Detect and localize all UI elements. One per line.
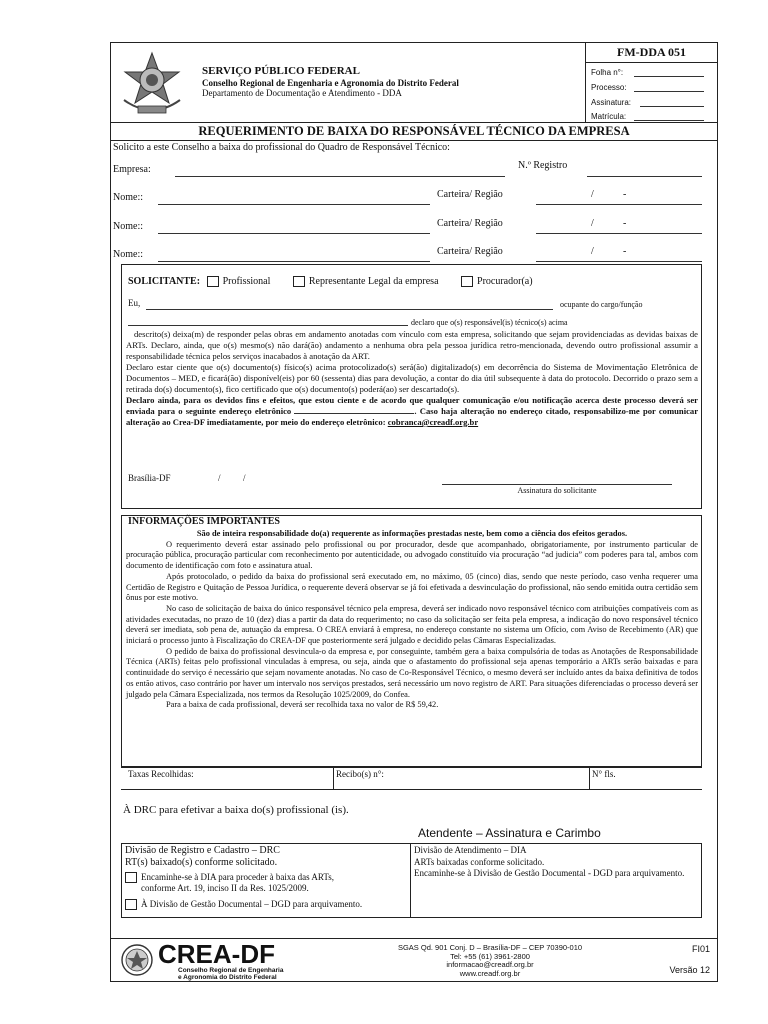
intro-text: Solicito a este Conselho a baixa do profissional do Quadro de Responsável Técnico: xyxy=(113,142,450,153)
declaration-paragraph-3: Declaro ainda, para os devidos fins e efeitos, que estou ciente e de acordo que qualquer comunicação e/ou notificação acerca deste processo deverá ser enviada para o seguinte endereço eletrônico . Caso haja alteração no endereço citado, responsabilizo-me por comunicar alteração ao Crea-DF imediatamente, por meio do endereço eletrônico: cobranca@creadf.org.br xyxy=(126,395,699,427)
carteira-sep-slash: / xyxy=(591,189,594,200)
representante-checkbox[interactable] xyxy=(293,276,305,287)
notification-text: Declaro ainda, para os devidos fins e efeitos, que estou ciente e de acordo que qualquer comunicação e/ou notificação acerca deste processo deverá ser enviada para o seguinte endereço eletrônico xyxy=(126,395,698,416)
footer-address xyxy=(380,944,600,978)
title-top-rule xyxy=(110,122,718,123)
carteira-field[interactable] xyxy=(536,204,702,205)
signature-caption: Assinatura do solicitante xyxy=(517,486,597,495)
title-bottom-rule xyxy=(110,140,718,141)
carteira-label: Carteira/ Região xyxy=(437,218,503,229)
folha-label: Folha n°: xyxy=(591,68,624,77)
nome-label: Nome:: xyxy=(113,192,143,203)
crea-logo-subtitle xyxy=(178,967,283,981)
info-subtitle: São de inteira responsabilidade do(a) requerente as informações prestadas neste, bem como a ciência dos efeitos gerados. xyxy=(196,529,628,538)
carteira-sep-slash: / xyxy=(591,218,594,229)
carteira-sep-dash: - xyxy=(623,218,627,229)
processo-label: Processo: xyxy=(591,83,627,92)
fees-divider-2 xyxy=(589,767,590,789)
info-paragraph-5: Para a baixa de cada profissional, deverá ser recolhida taxa no valor de R$ 59,42. xyxy=(166,700,439,710)
date-separators: / / xyxy=(218,473,246,483)
drc-option-dgd xyxy=(125,899,362,910)
recibo-label: Recibo(s) n°: xyxy=(336,769,384,779)
notification-email[interactable]: cobranca@creadf.org.br xyxy=(387,417,479,427)
department-name: Departamento de Documentação e Atendimento - DDA xyxy=(202,88,402,98)
nome-field[interactable] xyxy=(158,261,430,262)
matricula-label: Matrícula: xyxy=(591,112,627,121)
folha-line xyxy=(634,76,704,77)
website-line[interactable]: www.creadf.org.br xyxy=(459,968,521,978)
processo-line xyxy=(634,91,704,92)
signature-line[interactable] xyxy=(442,484,672,485)
dia-box-title: Divisão de Atendimento – DIA xyxy=(414,845,527,855)
registro-label: N.º Registro xyxy=(518,160,568,171)
carteira-sep-dash: - xyxy=(623,246,627,257)
fees-bottom-rule xyxy=(121,789,702,790)
drc-box xyxy=(125,845,280,869)
dia-option-text: Encaminhe-se à DIA para proceder à baixa das ARTs, xyxy=(141,872,335,882)
dia-box-subtitle: ARTs baixadas conforme solicitado. xyxy=(414,856,545,867)
option-profissional: Profissional xyxy=(222,276,271,287)
dia-option-reference: conforme Art. 19, inciso II da Res. 1025/2009. xyxy=(141,883,309,894)
fees-top-rule xyxy=(121,767,702,768)
declaro-text: declaro que o(s) responsável(is) técnico(s) acima xyxy=(411,318,568,327)
dia-box-text: Encaminhe-se à Divisão de Gestão Documental - DGD para arquivamento. xyxy=(414,868,685,878)
dia-box xyxy=(414,845,698,880)
info-paragraph-2: Após protocolado, o pedido da baixa do profissional será executado em, no máximo, 05 (cinco) dias, sendo que neste período, caso venha requerer uma Certidão de Registro e Quitação de Pessoa Jurídica, o requerente deverá observar se já foi efetivada a desvinculação do profissional, não sendo emitida outra certidão sem ônus por este motivo. xyxy=(126,571,698,603)
logo-subtitle-line-1: Conselho Regional de Engenharia xyxy=(178,967,284,974)
carteira-sep-dash: - xyxy=(623,189,627,200)
org-name: SERVIÇO PÚBLICO FEDERAL xyxy=(202,65,360,77)
council-name: Conselho Regional de Engenharia e Agronomia do Distrito Federal xyxy=(202,78,459,88)
dia-checkbox[interactable] xyxy=(125,872,137,883)
taxas-label: Taxas Recolhidas: xyxy=(128,769,194,779)
info-title: INFORMAÇÕES IMPORTANTES xyxy=(128,516,280,527)
solicitante-label: SOLICITANTE: xyxy=(128,276,201,287)
assinatura-label: Assinatura: xyxy=(591,98,632,107)
address-line: SGAS Qd. 901 Conj. D – Brasília-DF – CEP 70390-010 xyxy=(397,943,583,952)
nome-field[interactable] xyxy=(158,233,430,234)
local-label: Brasília-DF xyxy=(128,473,171,483)
carteira-field[interactable] xyxy=(536,233,702,234)
form-title: REQUERIMENTO DE BAIXA DO RESPONSÁVEL TÉCNICO DA EMPRESA xyxy=(198,124,630,138)
routing-divider xyxy=(410,843,411,918)
option-representante: Representante Legal da empresa xyxy=(308,276,439,287)
form-frame xyxy=(110,42,718,982)
solicitante-row xyxy=(128,276,688,287)
code-separator xyxy=(585,62,718,63)
carteira-label: Carteira/ Região xyxy=(437,189,503,200)
nome-label: Nome:: xyxy=(113,249,143,260)
email-line[interactable]: informacao@creadf.org.br xyxy=(446,960,534,969)
matricula-line xyxy=(634,120,704,121)
phone-line: Tel: +55 (61) 3961-2800 xyxy=(450,951,530,961)
crea-seal-icon xyxy=(118,943,156,977)
eu-name-field[interactable] xyxy=(146,309,553,310)
footer-version: Versão 12 xyxy=(669,965,710,975)
carteira-sep-slash: / xyxy=(591,246,594,257)
nfls-label: N° fls. xyxy=(592,769,616,779)
dgd-option-text: À Divisão de Gestão Documental – DGD para arquivamento. xyxy=(141,899,363,909)
nome-label: Nome:: xyxy=(113,221,143,232)
logo-subtitle-line-2: e Agronomia do Distrito Federal xyxy=(178,974,277,981)
form-code: FM-DDA 051 xyxy=(617,45,686,59)
assinatura-line xyxy=(640,106,704,107)
nome-field[interactable] xyxy=(158,204,430,205)
declaration-paragraph-2: Declaro estar ciente que o(s) documento(s) físico(s) acima protocolizado(s) será(ão) digitalizado(s) em decorrência do Sistema de Movimentação Eletrônica de Documentos – MED, e ficará(ão) disponível(eis) por 60 (sessenta) dias para devolução, a contar do dia útil subsequente à data do protocolo. Decorrido o prazo sem a retirada do(s) documento(s), fico certificado que o(s) documento(s) poderá(ao) ser descartado(s). xyxy=(126,362,698,394)
registro-field[interactable] xyxy=(587,176,702,177)
declaration-block xyxy=(126,329,698,428)
coat-of-arms-emblem xyxy=(116,50,188,120)
fees-divider-1 xyxy=(333,767,334,789)
info-paragraph-3: No caso de solicitação de baixa do único responsável técnico pela empresa, deverá ser indicado novo responsável técnico com atribuições compatíveis com as atividades executadas, no prazo de 10 (dez) dias a partir da data do requerimento; no caso da solicitação ser feita pela empresa, a indicação do novo responsável técnico deverá ser imediata, sob pena de, autuação da empresa. O CREA enviará à empresa, no endereço constante no sistema um Ofício, com Aviso de Recebimento (AR) que iniciará o processo junto à Fiscalização do CREA-DF que posteriormente será julgado e decidido pelas Câmaras Especializadas. xyxy=(126,603,698,646)
footer-code: FI01 xyxy=(691,944,710,954)
drc-instruction: À DRC para efetivar a baixa do(s) profissional (is). xyxy=(123,804,349,816)
cargo-field[interactable] xyxy=(128,325,408,326)
profissional-checkbox[interactable] xyxy=(207,276,219,287)
carteira-field[interactable] xyxy=(536,261,702,262)
empresa-field[interactable] xyxy=(175,176,505,177)
info-paragraph-4: O pedido de baixa do profissional desvincula-o da empresa e, por conseguinte, também gera a baixa compulsória de todas as Anotações de Responsabilidade Técnica (ARTs) feitas pelo profissional vinculadas à empresa, ou seja, ainda que o afastamento do profissional seja apenas temporário a ARTs serão baixadas e para continuidade do serviço é necessário que sejam novamente anotadas. No caso de Co-Responsável Técnico, o mesmo deverá ser incluído antes da baixa definitiva de todos os então ativos, caso contrário por haver um intervalo nos serviços prestados, será necessário um novo registro de ART. Para situações diferenciadas o processo deverá ser julgado pela Câmara Especializada, nos termos da Resolução 1025/2009, do Confea. xyxy=(126,646,698,699)
option-procurador: Procurador(a) xyxy=(477,276,533,287)
info-paragraph-1: O requerimento deverá estar assinado pelo profissional ou por procurador, desde que acompanhado, obrigatoriamente, por instrumento particular de procuração pública, procuração particular com reconhecimento por autenticidade, ou advogado constituído via procuração “ad judicia” com poderes para tal, ambos com documento de identificação com foto e assinatura atual. xyxy=(126,539,698,571)
drc-box-title: Divisão de Registro e Cadastro – DRC xyxy=(125,845,280,856)
drc-box-subtitle: RT(s) baixado(s) conforme solicitado. xyxy=(125,857,278,868)
crea-logo-text: CREA-DF xyxy=(158,939,275,969)
address-change-text: Caso haja alteração no endereço citado, responsabilizo-me por comunicar alteração ao Crea-DF imediatamente, por meio do endereço eletrônico: xyxy=(126,406,699,427)
carteira-label: Carteira/ Região xyxy=(437,246,503,257)
dgd-checkbox[interactable] xyxy=(125,899,137,910)
cargo-label: ocupante do cargo/função xyxy=(560,300,643,309)
atendente-caption: Atendente – Assinatura e Carimbo xyxy=(418,826,601,840)
empresa-label: Empresa: xyxy=(113,164,151,175)
declaration-paragraph-1: descrito(s) deixa(m) de responder pelas obras em andamento anotadas com vínculo com esta empresa, solicitando que sejam providenciadas as devidas baixas de ARTs. Declaro, ainda, que o(s) mesmo(s) não dará(ão) andamento a nenhuma obra pela pessoa jurídica retro-mencionada, devendo outro profissional assumir a responsabilidade técnica pelos serviços inacabados à anotação da ART. xyxy=(126,329,698,361)
eu-label: Eu, xyxy=(128,298,141,308)
procurador-checkbox[interactable] xyxy=(461,276,473,287)
info-body xyxy=(126,529,698,711)
drc-option-dia xyxy=(125,872,334,894)
